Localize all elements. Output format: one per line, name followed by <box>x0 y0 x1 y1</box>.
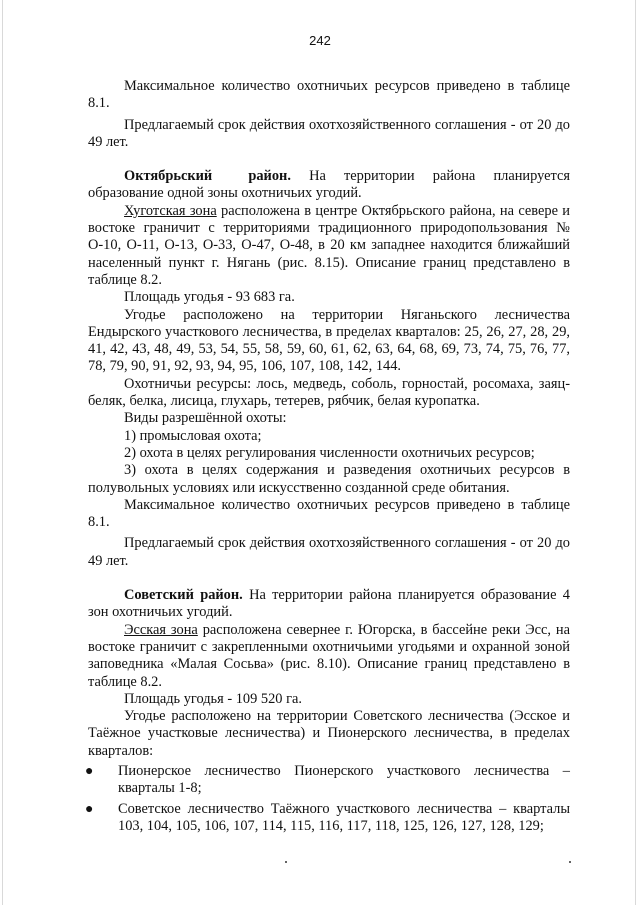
paragraph-area-1: Площадь угодья - 93 683 га. <box>124 289 295 306</box>
paragraph-location-1: Угодье расположено на территории Няганьского лесничества Ендырского участкового лесничества, в пределах кварталов: 25, 26, 27, 28, 29, 41, 42, 43, 48, 49, 53, 54, 55, 58, 59, 60, 61, 62, 63, 64, 68, 69, 73, 74, 75, 76, 77, 78, 79, 90, 91, 92, 93, 94, 95, 106, 107, 108, 142, 144. <box>88 306 570 375</box>
document-body <box>85 78 570 835</box>
list-item <box>85 800 570 836</box>
section-oktyabrsky-intro <box>88 168 570 203</box>
quarters-list <box>85 762 570 835</box>
scan-speck <box>285 861 287 863</box>
zone-name-khugot: Хуготская зона <box>124 202 217 219</box>
scan-speck <box>569 861 571 863</box>
list-item-text: Пионерское лесничество Пионерского участкового лесничества – кварталы 1-8; <box>118 762 570 797</box>
zone-description: расположена севернее г. Югорска, в бассейне реки Эсс, на востоке граничит с закрепленными охотничьими угодьями и охранной зоной заповедника «Малая Сосьва» (рис. 8.10). Описание границ представлено в таблице 8.2. <box>88 621 570 690</box>
paragraph-area-2: Площадь угодья - 109 520 га. <box>124 690 302 707</box>
zone-name-ess: Эсская зона <box>124 621 198 638</box>
paragraph-max-resources-2: Максимальное количество охотничьих ресурсов приведено в таблице 8.1. <box>88 496 570 531</box>
paragraph-resources-1: Охотничьи ресурсы: лось, медведь, соболь, горностай, росомаха, заяц-беляк, белка, лисица, глухарь, тетерев, рябчик, белая куропатка. <box>88 375 570 410</box>
scan-edge-right <box>635 0 636 905</box>
paragraph-max-resources-1: Максимальное количество охотничьих ресурсов приведено в таблице 8.1. <box>88 78 570 112</box>
zone-description: расположена в центре Октябрьского района, на севере и востоке граничит с территориями традиционного природопользования № О-10, О-11, О-13, О-33, О-47, О-48, в 20 км западнее находится ближайший населенный пункт г. Нягань (рис. 8.15). Описание границ представлено в таблице 8.2. <box>88 202 570 288</box>
hunting-types-title: Виды разрешённой охоты: <box>124 410 287 427</box>
hunting-type-3: 3) охота в целях содержания и разведения охотничьих ресурсов в полувольных условиях или искусственно созданной среде обитания. <box>88 462 570 496</box>
paragraph-location-2: Угодье расположено на территории Советского лесничества (Эсское и Таёжное участковые лесничества) и Пионерского лесничества, в пределах кварталов: <box>88 708 570 759</box>
page-number: 242 <box>309 33 331 48</box>
scan-edge-left <box>2 0 3 905</box>
section-intro-text: На территории района планируется образование одной зоны охотничьих угодий. <box>88 168 570 202</box>
paragraph-zone-khugot <box>88 203 570 289</box>
paragraph-term-2: Предлагаемый срок действия охотхозяйственного соглашения - от 20 до 49 лет. <box>88 535 570 569</box>
hunting-type-1: 1) промысловая охота; <box>124 427 262 444</box>
bullet-icon: ● <box>85 801 94 817</box>
paragraph-term-1: Предлагаемый срок действия охотхозяйственного соглашения - от 20 до 49 лет. <box>88 116 570 150</box>
section-heading-oktyabrsky: Октябрьский район. <box>124 168 291 185</box>
hunting-type-2: 2) охота в целях регулирования численности охотничьих ресурсов; <box>124 444 535 461</box>
list-item-text: Советское лесничество Таёжного участкового лесничества – кварталы 103, 104, 105, 106, 107, 114, 115, 116, 117, 118, 125, 126, 127, 128, 129; <box>118 800 570 834</box>
section-heading-sovetsky: Советский район. <box>124 587 243 604</box>
section-intro-text: На территории района планируется образование 4 зон охотничьих угодий. <box>88 587 570 621</box>
paragraph-zone-ess <box>88 622 570 691</box>
section-sovetsky-intro <box>88 587 570 622</box>
list-item <box>85 762 570 798</box>
bullet-icon: ● <box>85 763 94 779</box>
